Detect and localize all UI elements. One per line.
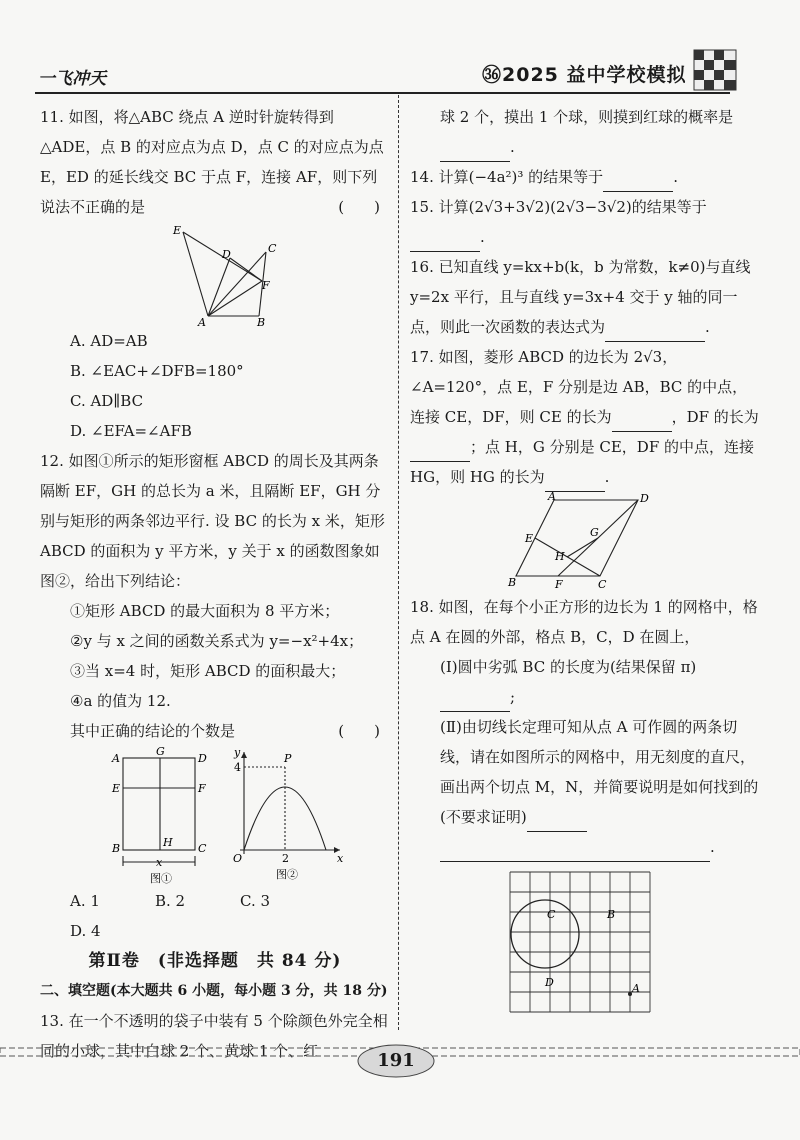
fig1-caption: 图① bbox=[150, 872, 172, 885]
q11-option-c: C. AD∥BC bbox=[70, 392, 144, 410]
q18-label-A: A bbox=[632, 982, 640, 995]
label-D: D bbox=[222, 248, 231, 261]
right-column bbox=[410, 102, 760, 1018]
q18-label-D: D bbox=[545, 976, 554, 989]
label-F: F bbox=[262, 279, 270, 292]
header-left-title: 一飞冲天 bbox=[38, 69, 106, 89]
q17-figure bbox=[410, 492, 760, 592]
header-rule bbox=[35, 92, 730, 94]
q12-option-a: A. 1 bbox=[70, 892, 100, 910]
page-number: 191 bbox=[377, 1050, 415, 1071]
fig1-label-G: G bbox=[156, 745, 165, 758]
q12-intro: 12. 如图①所示的矩形窗框 ABCD 的周长及其两条隔断 EF，GH 的总长为 a 米，且隔断 EF，GH 分别与矩形的两条邻边平行. 设 BC 的长为 x 米，矩形 ABCD 的面积为 y 平方米，y 关于 x 的函数图象如图②，给出下列结论： bbox=[40, 452, 385, 590]
fig1-label-A: A bbox=[112, 752, 120, 765]
q12-conclusion-3: ③当 x=4 时，矩形 ABCD 的面积最大； bbox=[70, 662, 346, 680]
fig2-label-x: x bbox=[337, 852, 344, 865]
q11-stem: 11. 如图，将△ABC 绕点 A 逆时针旋转得到△ADE，点 B 的对应点为点 D，点 C 的对应点为点 E，ED 的延长线交 BC 于点 F，连接 AF，则下列说法不正确的是 ( ) bbox=[40, 108, 384, 216]
q17-label-C: C bbox=[598, 578, 607, 591]
q12-option-d: D. 4 bbox=[70, 922, 101, 940]
fig1-label-B: B bbox=[112, 842, 121, 855]
fig2-caption: 图② bbox=[276, 868, 298, 881]
header-right-title: ㊱2025 益中学校模拟 bbox=[482, 64, 687, 86]
q12-options bbox=[40, 886, 390, 946]
q12-conclusion-4: ④a 的值为 12. bbox=[70, 692, 171, 710]
q17-label-B: B bbox=[508, 576, 517, 589]
q11-figure bbox=[40, 222, 390, 329]
fig1-label-E: E bbox=[112, 782, 121, 795]
q17-label-F: F bbox=[555, 578, 563, 591]
fig1-label-D: D bbox=[198, 752, 207, 765]
fill-in-section-title: 二、填空题(本大题共 6 小题，每小题 3 分，共 18 分) bbox=[40, 983, 388, 999]
left-column bbox=[40, 102, 390, 1066]
q14-text: 14. 计算(−4a²)³ 的结果等于 . bbox=[410, 162, 760, 192]
q13-continued: 球 2 个，摸出 1 个球，则摸到红球的概率是. bbox=[410, 102, 760, 162]
q12-conclusion-2: ②y 与 x 之间的函数关系式为 y=−x²+4x； bbox=[70, 632, 364, 650]
fig1-label-F: F bbox=[198, 782, 206, 795]
fig2-label-4: 4 bbox=[234, 761, 241, 774]
q18-label-C: C bbox=[547, 908, 556, 921]
column-divider bbox=[398, 95, 399, 1030]
label-B: B bbox=[257, 316, 266, 329]
q17-label-D: D bbox=[640, 492, 649, 505]
fig1-label-H: H bbox=[163, 836, 173, 849]
label-A: A bbox=[198, 316, 206, 329]
page-number-badge bbox=[356, 1042, 436, 1080]
q12-option-c: C. 3 bbox=[240, 892, 271, 910]
label-C: C bbox=[268, 242, 277, 255]
q16-text: 16. 已知直线 y=kx+b(k，b 为常数，k≠0)与直线y=2x 平行，且与直线 y=3x+4 交于 y 轴的同一点，则此一次函数的表达式为 . bbox=[410, 252, 760, 342]
q11-option-a: A. AD=AB bbox=[70, 332, 148, 350]
q11-option-d: D. ∠EFA=∠AFB bbox=[70, 422, 192, 440]
q11-option-b: B. ∠EAC+∠DFB=180° bbox=[70, 362, 244, 380]
fig1-label-C: C bbox=[198, 842, 207, 855]
q17-label-A: A bbox=[548, 490, 556, 503]
q12-option-b: B. 2 bbox=[155, 892, 186, 910]
fig2-label-O: O bbox=[233, 852, 243, 865]
q18-grid-figure bbox=[410, 868, 760, 1018]
part2-title: 第Ⅱ卷 (非选择题 共 84 分) bbox=[88, 951, 342, 971]
checker-decoration bbox=[694, 50, 736, 90]
q18-part1: (Ⅰ)圆中劣弧 BC 的长度为(结果保留 π) ; bbox=[410, 652, 760, 712]
q17-label-H: H bbox=[555, 550, 565, 563]
q17-text: 17. 如图，菱形 ABCD 的边长为 2√3，∠A=120°，点 E，F 分别是边 AB，BC 的中点，连接 CE，DF，则 CE 的长为 ，DF 的长为；点 H，G 分别是 CE，DF 的中点，连接 HG，则 HG 的长为 . bbox=[410, 342, 760, 492]
fig2-label-y: y bbox=[234, 746, 241, 759]
q18-text: 18. 如图，在每个小正方形的边长为 1 的网格中，格点 A 在圆的外部，格点 B，C，D 在圆上， bbox=[410, 598, 758, 646]
fig2-label-2: 2 bbox=[282, 852, 289, 865]
q13-text: 13. 在一个不透明的袋子中装有 5 个除颜色外完全相同的小球，其中白球 2 个、黄球 1 个、红 bbox=[40, 1012, 388, 1060]
q17-label-G: G bbox=[590, 526, 599, 539]
q15-text: 15. 计算(2√3+3√2)(2√3−3√2)的结果等于. bbox=[410, 192, 760, 252]
fig1-label-x: x bbox=[156, 856, 163, 869]
q18-label-B: B bbox=[607, 908, 616, 921]
fig2-label-P: P bbox=[284, 752, 292, 765]
q17-label-E: E bbox=[525, 532, 534, 545]
q12-conclusion-1: ①矩形 ABCD 的最大面积为 8 平方米； bbox=[70, 602, 340, 620]
q12-figures bbox=[40, 746, 390, 886]
q18-part2: (Ⅱ)由切线长定理可知从点 A 可作圆的两条切线，请在如图所示的网格中，用无刻度的直尺，画出两个切点 M，N，并简要说明是如何找到的(不要求证明) . bbox=[410, 712, 760, 862]
q12-question: 其中正确的结论的个数是 ( ) bbox=[70, 722, 380, 740]
label-E: E bbox=[173, 224, 182, 237]
